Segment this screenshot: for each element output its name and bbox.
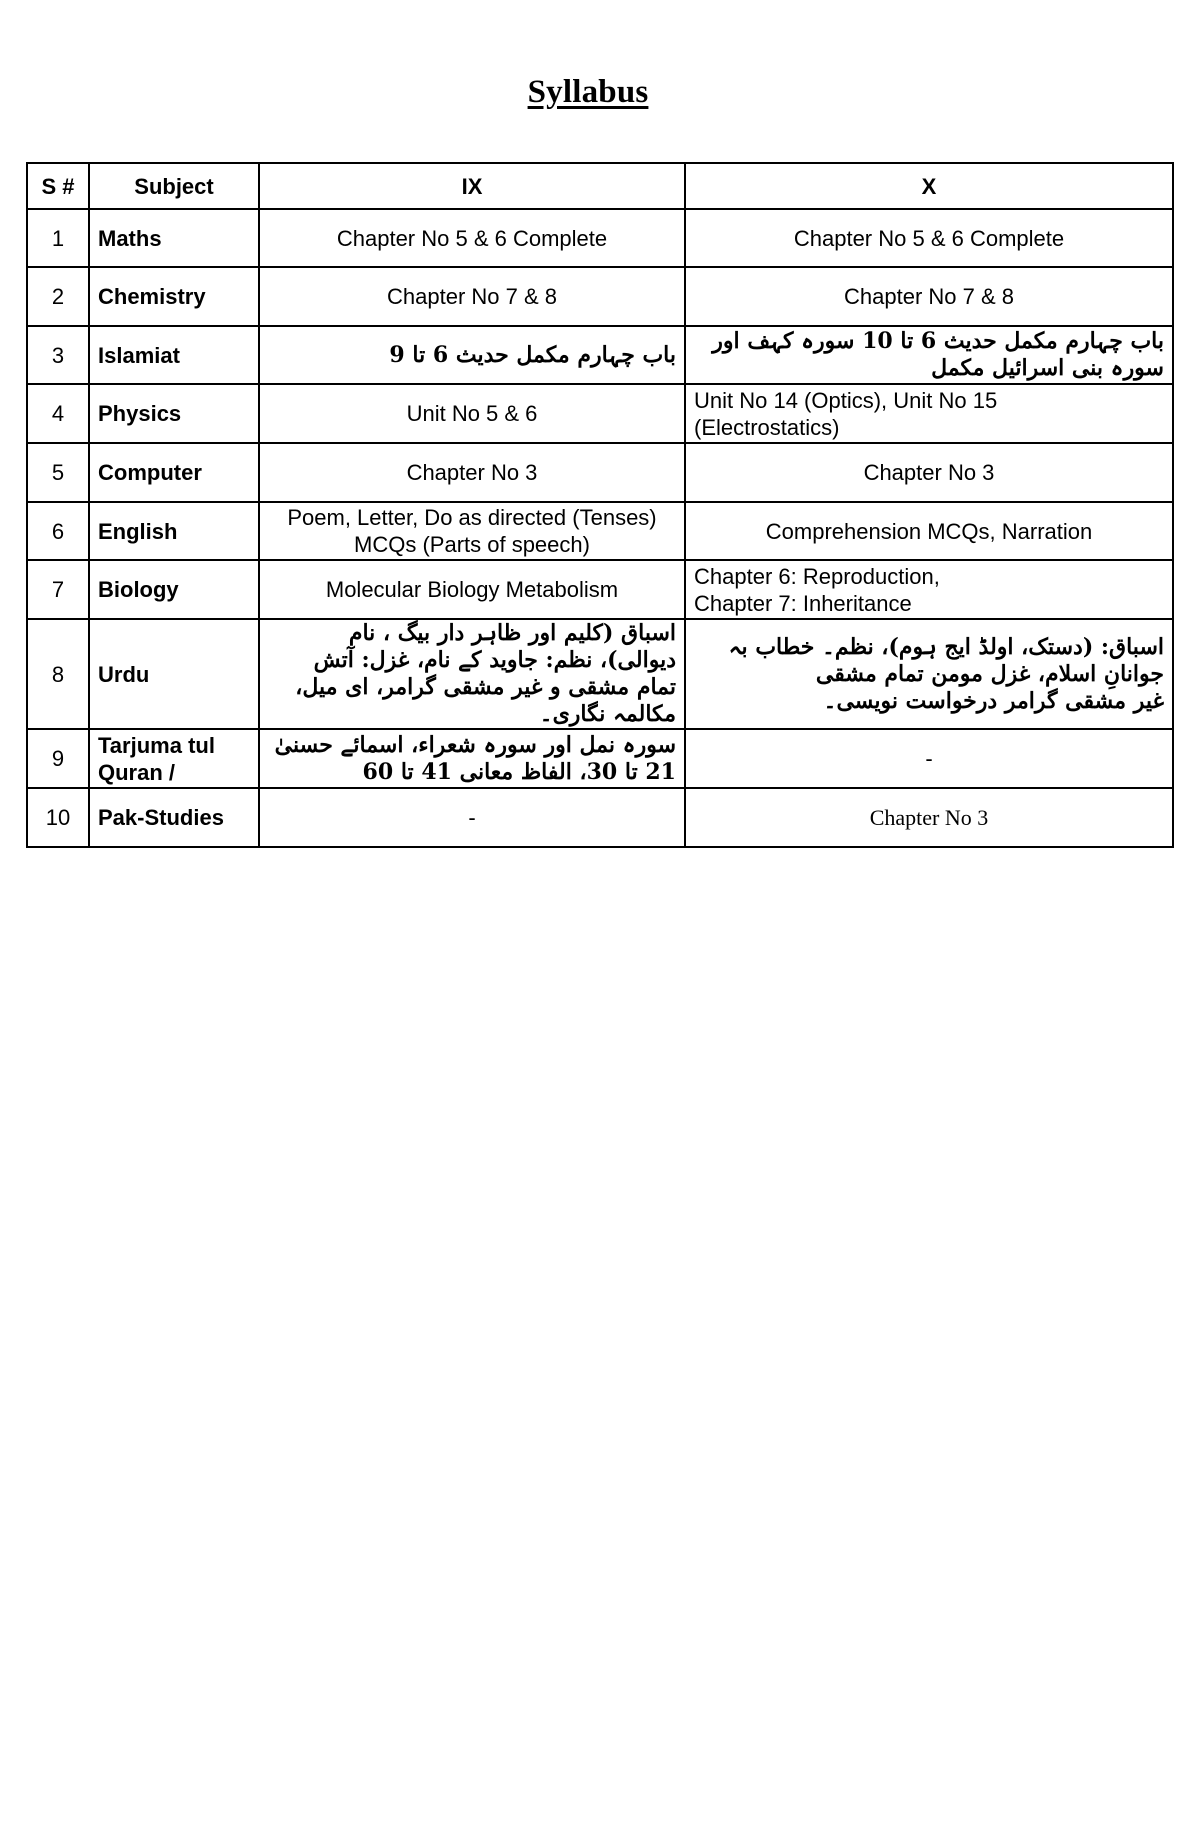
serial-number: 9 [27,729,89,788]
serial-number: 1 [27,209,89,267]
subject-name: Pak-Studies [89,788,259,847]
serial-number: 7 [27,560,89,619]
syllabus-x [685,560,1173,619]
header-serial-number: S # [27,163,89,209]
syllabus-ix: Molecular Biology Metabolism [259,560,685,619]
table-row [27,502,1173,560]
syllabus-table [26,162,1174,848]
syllabus-ix [259,619,685,729]
table-row [27,788,1173,847]
syllabus-x: - [685,729,1173,788]
serial-number: 6 [27,502,89,560]
syllabus-x-line: (Electrostatics) [694,414,840,440]
table-row [27,209,1173,267]
syllabus-x: Chapter No 3 [685,443,1173,502]
syllabus-ix: باب چہارم مکمل حدیث 6 تا 9 [259,326,685,384]
serial-number: 5 [27,443,89,502]
header-subject: Subject [89,163,259,209]
subject-name: Urdu [89,619,259,729]
syllabus-ix [259,502,685,560]
syllabus-ix-line: Poem, Letter, Do as directed (Tenses) [287,505,657,530]
table-row [27,619,1173,729]
subject-name: Maths [89,209,259,267]
subject-name: Chemistry [89,267,259,326]
table-row [27,443,1173,502]
table-row [27,729,1173,788]
subject-name-line: Tarjuma tul [98,732,215,758]
syllabus-x: باب چہارم مکمل حدیث 6 تا 10 سورہ کہف اور سورہ بنی اسرائیل مکمل [685,326,1173,384]
serial-number: 4 [27,384,89,443]
subject-name: Biology [89,560,259,619]
syllabus-x [685,384,1173,443]
table-row [27,384,1173,443]
syllabus-ix: Chapter No 5 & 6 Complete [259,209,685,267]
table-row [27,560,1173,619]
syllabus-ix: - [259,788,685,847]
syllabus-ix: Chapter No 3 [259,443,685,502]
subject-name: Physics [89,384,259,443]
table-header-row [27,163,1173,209]
syllabus-ix-line: تمام مشقی و غیر مشقی گرامر، ای میل، مکالمہ نگاری۔ [295,674,676,727]
syllabus-x: Comprehension MCQs, Narration [685,502,1173,560]
serial-number: 8 [27,619,89,729]
syllabus-x [685,619,1173,729]
syllabus-x: Chapter No 3 [685,788,1173,847]
serial-number: 10 [27,788,89,847]
syllabus-x-line: Chapter 6: Reproduction, [694,563,940,589]
syllabus-ix-line: MCQs (Parts of speech) [354,532,590,557]
syllabus-ix: Chapter No 7 & 8 [259,267,685,326]
header-class-x: X [685,163,1173,209]
serial-number: 2 [27,267,89,326]
syllabus-x-line: Chapter 7: Inheritance [694,590,912,616]
syllabus-x-line: Unit No 14 (Optics), Unit No 15 [694,387,998,413]
syllabus-x: Chapter No 7 & 8 [685,267,1173,326]
syllabus-x: Chapter No 5 & 6 Complete [685,209,1173,267]
syllabus-ix-line: اسباق (کلیم اور ظاہر دار بیگ ، نام دیوالی)، نظم: جاوید کے نام، غزل: آتش [313,620,676,673]
syllabus-x-line: اسباق: (دستک، اولڈ ایج ہوم)، نظم۔ خطاب بہ جوانانِ اسلام، غزل مومن تمام مشقی [728,633,1164,687]
syllabus-x-line: غیر مشقی گرامر درخواست نویسی۔ [823,687,1164,714]
subject-name: English [89,502,259,560]
header-class-ix: IX [259,163,685,209]
subject-name: Islamiat [89,326,259,384]
subject-name [89,729,259,788]
page-title: Syllabus [527,74,649,110]
syllabus-ix: Unit No 5 & 6 [259,384,685,443]
syllabus-ix: سورہ نمل اور سورہ شعراء، اسمائے حسنیٰ 21 تا 30، الفاظ معانی 41 تا 60 [259,729,685,788]
table-row [27,326,1173,384]
serial-number: 3 [27,326,89,384]
subject-name-line: Quran / [98,759,176,785]
subject-name: Computer [89,443,259,502]
table-row [27,267,1173,326]
